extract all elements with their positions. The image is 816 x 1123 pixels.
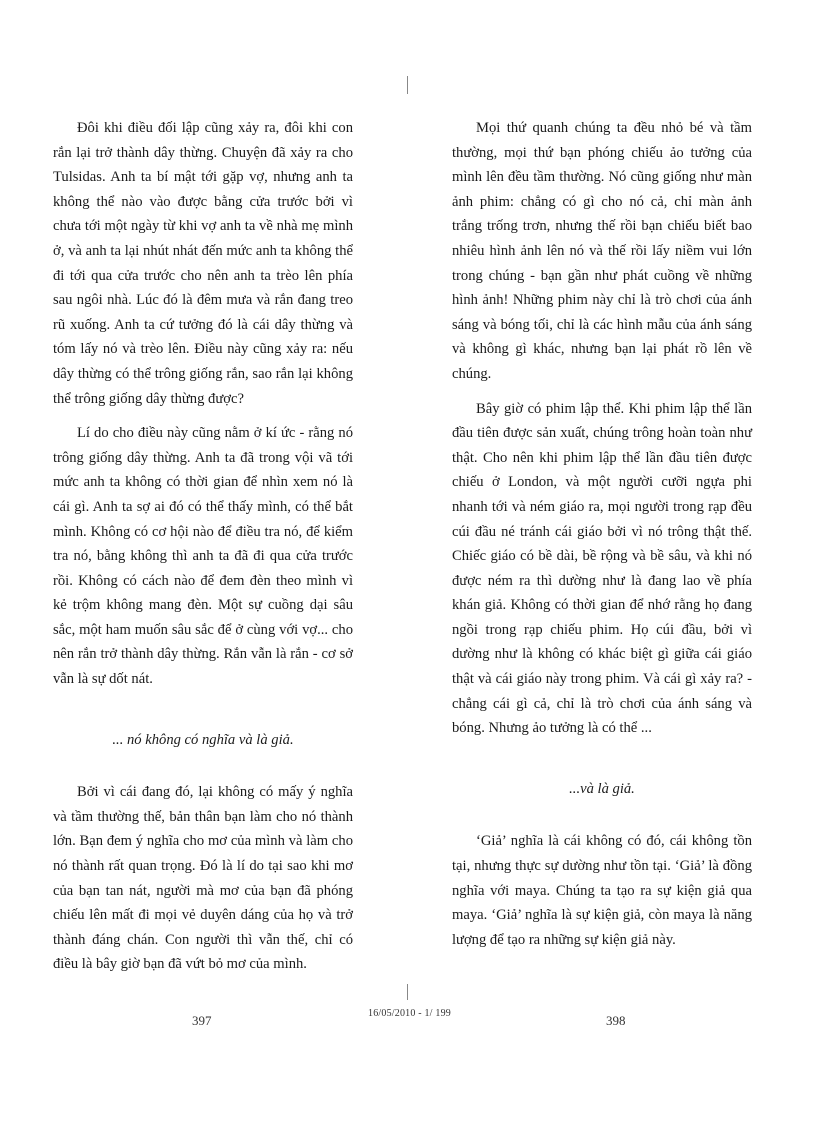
left-page-column [53,116,353,977]
center-divider-top [407,76,408,94]
left-paragraph-1: Đôi khi điều đối lập cũng xảy ra, đôi khi con rắn lại trở thành dây thừng. Chuyện đã xảy ra cho Tulsidas. Anh ta bí mật tới gặp vợ, nhưng anh ta không thể nào vào được bằng cửa trước bởi vì chưa tới một ngày từ khi vợ anh ta về nhà mẹ mình ở, và anh ta lại nhút nhát đến mức anh ta không thể đi tới qua cửa trước cho nên anh ta trèo lên phía sau ngôi nhà. Lúc đó là đêm mưa và rắn đang treo rũ xuống. Anh ta cứ tưởng đó là cái dây thừng và tóm lấy nó và trèo lên. Điều này cũng xảy ra: nếu dây thừng có thể trông giống rắn, sao rắn lại không thể trông giống dây thừng được? [53,120,353,407]
right-section-heading: ...và là giả. [569,780,635,797]
right-page-column [452,116,752,952]
right-page-number: 398 [606,1013,626,1028]
left-page-number: 397 [192,1013,212,1028]
center-divider-bottom [407,984,408,1000]
left-paragraph-3: Bởi vì cái đang đó, lại không có mấy ý nghĩa và tầm thường thế, bản thân bạn làm cho nó thành lớn. Bạn đem ý nghĩa cho mơ của mình và làm cho nó thành rất quan trọng. Đó là lí do tại sao khi mơ của bạn tan nát, người mà mơ của bạn đã phóng chiếu lên mất đi mọi vẻ duyên dáng của họ và trở thành đáng chán. Con người thì vẫn thế, chỉ có điều là bây giờ bạn đã vứt bỏ mơ của mình. [53,784,353,973]
right-paragraph-3: ‘Giả’ nghĩa là cái không có đó, cái không tồn tại, nhưng thực sự dường như tồn tại. ‘Giả’ là đồng nghĩa với maya. Chúng ta tạo ra sự kiện giả qua maya. ‘Giả’ nghĩa là sự kiện giả, còn maya là năng lượng để tạo ra những sự kiện giả này. [452,833,752,948]
left-paragraph-2: Lí do cho điều này cũng nằm ở kí ức - rằng nó trông giống dây thừng. Anh ta đã trong vội vã tới mức anh ta không có thời gian để nhìn xem nó là cái gì. Anh ta sợ ai đó có thể thấy mình, có thể bắt mình. Không có cơ hội nào để điều tra nó, để kiểm tra nó, bằng không thì anh ta đã đi qua cửa trước rồi. Không có cách nào để đem đèn theo mình vì kẻ trộm không mang đèn. Một sự cuồng dại sâu sắc, một ham muốn sâu sắc để ở cùng với vợ... cho nên rắn trở thành dây thừng. Rắn vẫn là rắn - cơ sở vẫn là sự dốt nát. [53,425,353,688]
right-paragraph-1: Mọi thứ quanh chúng ta đều nhỏ bé và tầm thường, mọi thứ bạn phóng chiếu ảo tưởng của mình lên đều tầm thường. Nó cũng giống như màn ảnh phim: chẳng có gì cho nó cả, chỉ màn ảnh trắng trống trơn, nhưng thế rồi bạn chiếu biết bao nhiêu hình ảnh lên nó và thế rồi lấy niềm vui lớn trong chúng - bạn gần như phát cuồng về những hình ảnh! Những phim này chỉ là trò chơi của ánh sáng và bóng tối, chỉ là các hình mẫu của ánh sáng và không gì khác, nhưng bạn lại phát rồ lên về chúng. [452,120,752,382]
footer-date-stamp: 16/05/2010 - 1/ 199 [368,1008,451,1019]
right-paragraph-2: Bây giờ có phim lập thể. Khi phim lập thể lần đầu tiên được sản xuất, chúng trông hoàn toàn như thật. Cho nên khi phim lập thể lần đầu tiên được chiếu ở London, và một người cưỡi ngựa phi nhanh tới và ném giáo ra, mọi người trong rạp đều cúi đầu né tránh cái giáo bởi vì nó trông thật thế. Chiếc giáo có bề dài, bề rộng và bề sâu, và khi nó được ném ra thì dường như là đang lao về phía khán giả. Không có thời gian để nhớ rằng họ đang ngồi trong rạp chiếu phim. Họ cúi đầu, bởi vì dường như là không có khác biệt gì giữa cái giáo thật và cái giáo này trong phim. Và cái gì xảy ra? - chẳng cái gì cả, chỉ là trò chơi của ánh sáng và bóng. Nhưng ảo tưởng là có thể ... [452,400,752,737]
left-section-heading: ... nó không có nghĩa và là giả. [112,731,294,748]
